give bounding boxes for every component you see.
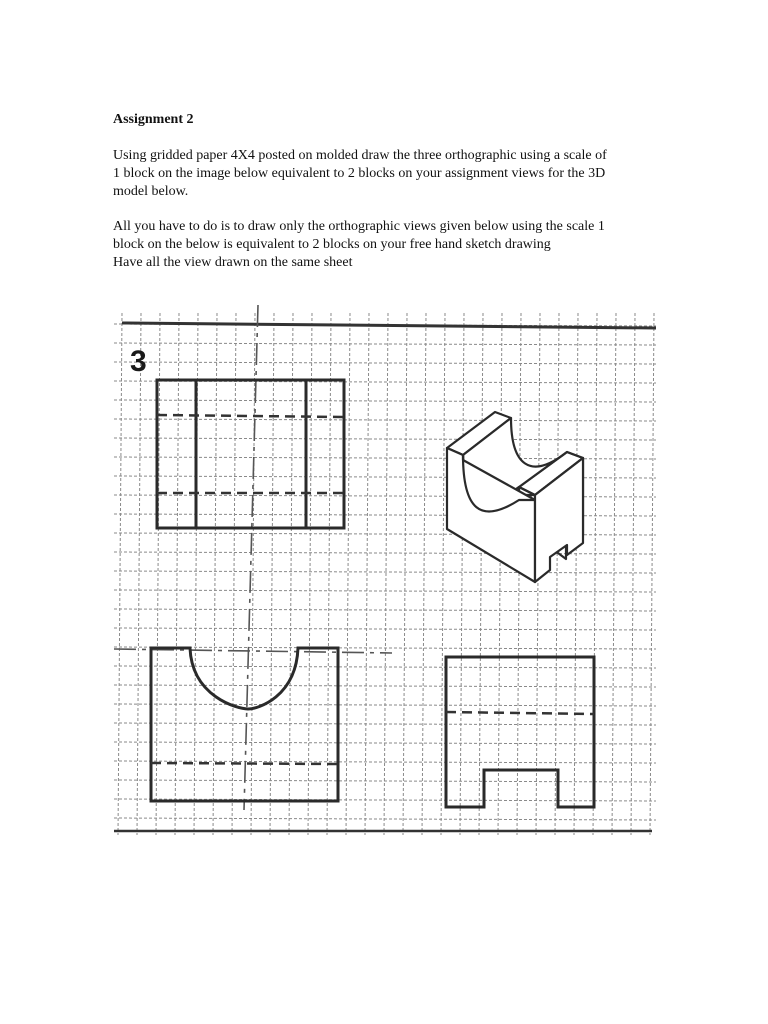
grid-line-vertical xyxy=(574,313,578,835)
grid-line-vertical xyxy=(612,313,616,835)
instructions-line: All you have to do is to draw only the orthographic views given below using the scale 1 xyxy=(113,219,605,234)
grid-line-vertical xyxy=(460,313,464,835)
top-view-hidden-line xyxy=(157,415,344,417)
side-view-hidden-line xyxy=(446,712,594,714)
instructions-line: 1 block on the image below equivalent to 2 blocks on your assignment views for the 3D xyxy=(113,166,606,181)
grid-line-vertical xyxy=(213,313,217,835)
grid-line-vertical xyxy=(251,313,255,835)
side-view-outline xyxy=(446,657,594,807)
grid-line-horizontal xyxy=(114,343,656,345)
top-view-outline xyxy=(157,380,344,528)
grid-line-vertical xyxy=(346,313,350,835)
grid-line-vertical xyxy=(479,313,483,835)
assignment-title: Assignment 2 xyxy=(113,112,194,127)
side-view xyxy=(446,657,594,807)
grid-line-vertical xyxy=(384,313,388,835)
grid-line-vertical xyxy=(555,313,559,835)
drawing-svg xyxy=(100,295,670,855)
grid-line-horizontal xyxy=(114,818,656,820)
grid-line-vertical xyxy=(289,313,293,835)
instructions-paragraph-2 xyxy=(113,218,673,272)
grid-line-horizontal xyxy=(114,552,656,554)
figure-number: 3 xyxy=(130,345,147,378)
isometric-view xyxy=(447,412,583,582)
grid-line-vertical xyxy=(650,313,654,835)
grid-line-vertical xyxy=(403,313,407,835)
grid-line-horizontal xyxy=(114,590,656,592)
grid-line-vertical xyxy=(327,313,331,835)
grid-line-vertical xyxy=(175,313,179,835)
top-view xyxy=(157,380,344,528)
grid-line-horizontal xyxy=(114,761,656,763)
grid-line-vertical xyxy=(441,313,445,835)
grid-line-vertical xyxy=(118,313,122,835)
center-line-horizontal xyxy=(114,649,392,653)
grid-line-vertical xyxy=(232,313,236,835)
grid-line-horizontal xyxy=(114,571,656,573)
grid-line-horizontal xyxy=(114,362,656,364)
grid-line-vertical xyxy=(270,313,274,835)
grid-line-horizontal xyxy=(114,666,656,668)
instructions-line: model below. xyxy=(113,184,189,199)
grid-line-vertical xyxy=(365,313,369,835)
grid-line-vertical xyxy=(422,313,426,835)
grid-line-vertical xyxy=(308,313,312,835)
grid-line-vertical xyxy=(631,313,635,835)
instructions-line: block on the below is equivalent to 2 blocks on your free hand sketch drawing xyxy=(113,237,551,252)
grid-line-vertical xyxy=(498,313,502,835)
instructions-paragraph-1 xyxy=(113,147,673,201)
orthographic-drawing-figure xyxy=(100,295,670,855)
instructions-line: Have all the view drawn on the same sheet xyxy=(113,255,353,270)
grid-line-vertical xyxy=(137,313,141,835)
instructions-line: Using gridded paper 4X4 posted on molded draw the three orthographic using a scale of xyxy=(113,148,607,163)
